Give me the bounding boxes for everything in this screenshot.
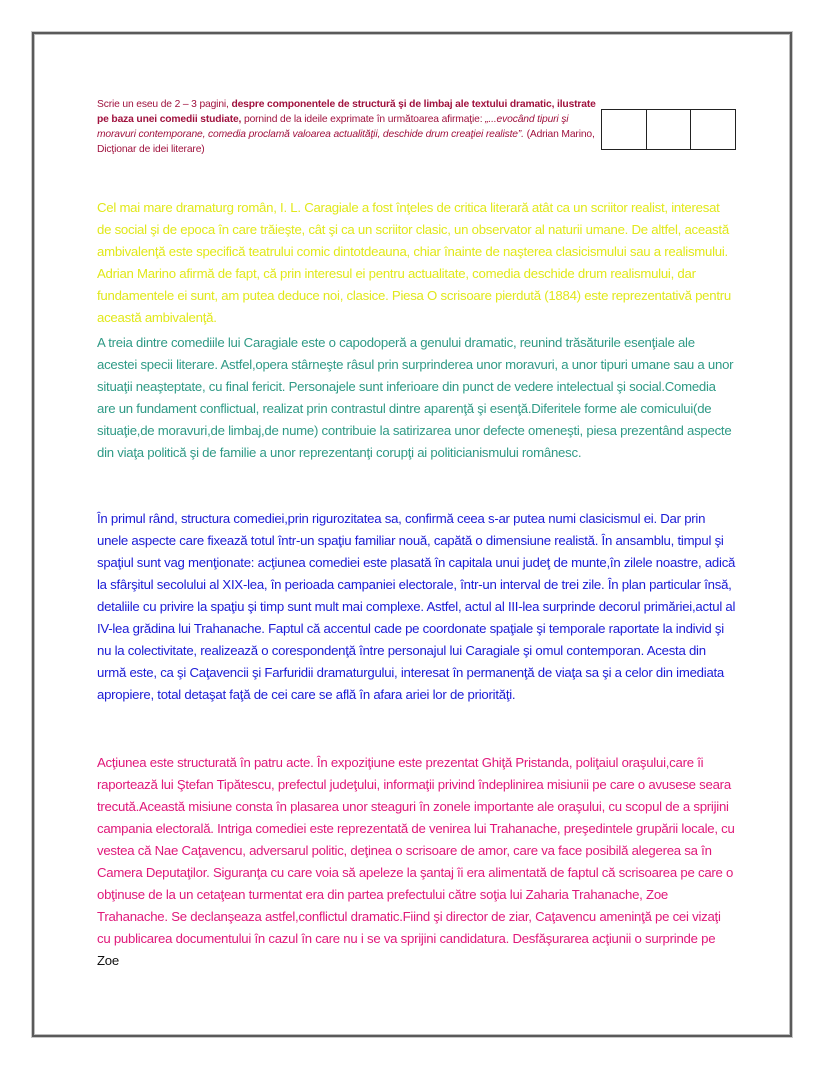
score-box-1 [602, 110, 647, 149]
paragraph-structure-space-time: În primul rând, structura comediei,prin rigurozitatea sa, confirmă ceea s-ar putea numi clasicismul ei. Dar prin unele aspecte care fixează totul într-un spaţiu familiar nouă, capătă o dimensiune realistă. În ansamblu, timpul şi spaţiul sunt vag menţionate: acţiunea comediei este plasată în capitala unui judeţ de munte,în zilele noastre, adică la sfârşitul secolului al XIX-lea, în perioada campaniei electorale, într-un interval de trei zile. În plan particular însă, detaliile cu privire la spaţiu şi timp sunt mult mai complexe. Astfel, actul al III-lea surprinde decorul primăriei,actul al IV-lea grădina lui Trahanache. Faptul că accentul cade pe coordonate spaţiale şi temporale raportate la individ şi nu la colectivitate, realizează o corespondenţă între personajul lui Caragiale şi omul contemporan. Acesta din urmă este, ca şi Caţavencii şi Farfuridii dramaturgului, interesat în permanenţă de viaţa sa şi a celor din imediata apropiere, total detaşat faţă de cei care se află în afara ariei lor de priorităţi. [97, 511, 736, 702]
paragraph-action-tail: Zoe [97, 953, 119, 968]
paragraph-action-text: Acţiunea este structurată în patru acte. În expoziţiune este prezentat Ghiţă Pristanda, poliţaiul oraşului,care îi raportează lui Ştefan Tipătescu, prefectul judeţului, informaţii privind îndeplinirea misiunii pe care o avusese seara trecută.Această misiune consta în plasarea unor steaguri în zonele importante ale oraşului, cu scopul de a sprijini campania electorală. Intriga comediei este reprezentată de venirea lui Trahanache, preşedintele grupării locale, cu vestea că Nae Caţavencu, adversarul politic, deţinea o scrisoare de amor, care va face posibilă alegerea sa în Camera Deputaţilor. Siguranţa cu care voia să apeleze la şantaj îi era alimentată de faptul că scrisoarea pe care o obţinuse de la un cetaţean turmentat era din partea prefectului către soţia lui Zaharia Trahanache, Zoe Trahanache. Se declanşeaza astfel,conflictul dramatic.Fiind şi director de ziar, Caţavencu ameninţă pe cei vizaţi cu publicarea documentului în cazul în care nu i se va sprijini candidatura. Desfăşurarea acţiunii o surprinde pe [97, 755, 735, 946]
score-boxes [601, 109, 736, 150]
score-box-3 [691, 110, 735, 149]
paragraph-comedy-genre: A treia dintre comediile lui Caragiale este o capodoperă a genului dramatic, reunind trăsăturile esenţiale ale acestei specii literare. Astfel,opera stârneşte râsul prin surprinderea unor moravuri, a unor tipuri umane sau a unor situaţii neaşteptate, cu final fericit. Personajele sunt inferioare din punct de vedere intelectual şi social.Comedia are un fundament conflictual, realizat prin contrastul dintre aparenţă şi esenţă.Diferitele forme ale comicului(de situaţie,de moravuri,de limbaj,de nume) contribuie la satirizarea unor defecte omeneşti, piesa prezentând aspecte din viaţa politică şi de familie a unor reprezentanţi corupţi ai politicianismului românesc. [97, 335, 734, 460]
instructions-topic: despre componentele de structură şi de limbaj ale textului dramatic, ilustrate pe baza unei comedii studiate, [97, 99, 596, 125]
paragraph-action-structure [97, 752, 737, 972]
score-box-2 [647, 110, 692, 149]
essay-instructions [97, 97, 597, 157]
instructions-intro: Scrie un eseu de 2 – 3 pagini, [97, 99, 232, 110]
instructions-continuation: pornind de la ideile exprimate în următoarea afirmaţie: [241, 114, 486, 125]
instructions-quote: „...evocând tipuri şi moravuri contemporane, comedia proclamă valoarea actualităţii, deschide drum creaţiei realiste”. [97, 114, 569, 140]
instructions-citation: (Adrian Marino, Dicţionar de idei literare) [97, 129, 595, 155]
paragraph-introduction: Cel mai mare dramaturg român, I. L. Caragiale a fost înţeles de critica literară atât ca un scriitor realist, interesat de social şi de epoca în care trăieşte, cât şi ca un scriitor clasic, un observator al naturii umane. De altfel, această ambivalenţă este specifică teatrului comic dintotdeauna, chiar înainte de naşterea clasicismului sau a realismului. Adrian Marino afirmă de fapt, că prin interesul ei pentru actualitate, comedia deschide drum realismului, dar fundamentele ei sunt, am putea deduce noi, clasice. Piesa O scrisoare pierdută (1884) este reprezentativă pentru această ambivalenţă. [97, 200, 731, 325]
